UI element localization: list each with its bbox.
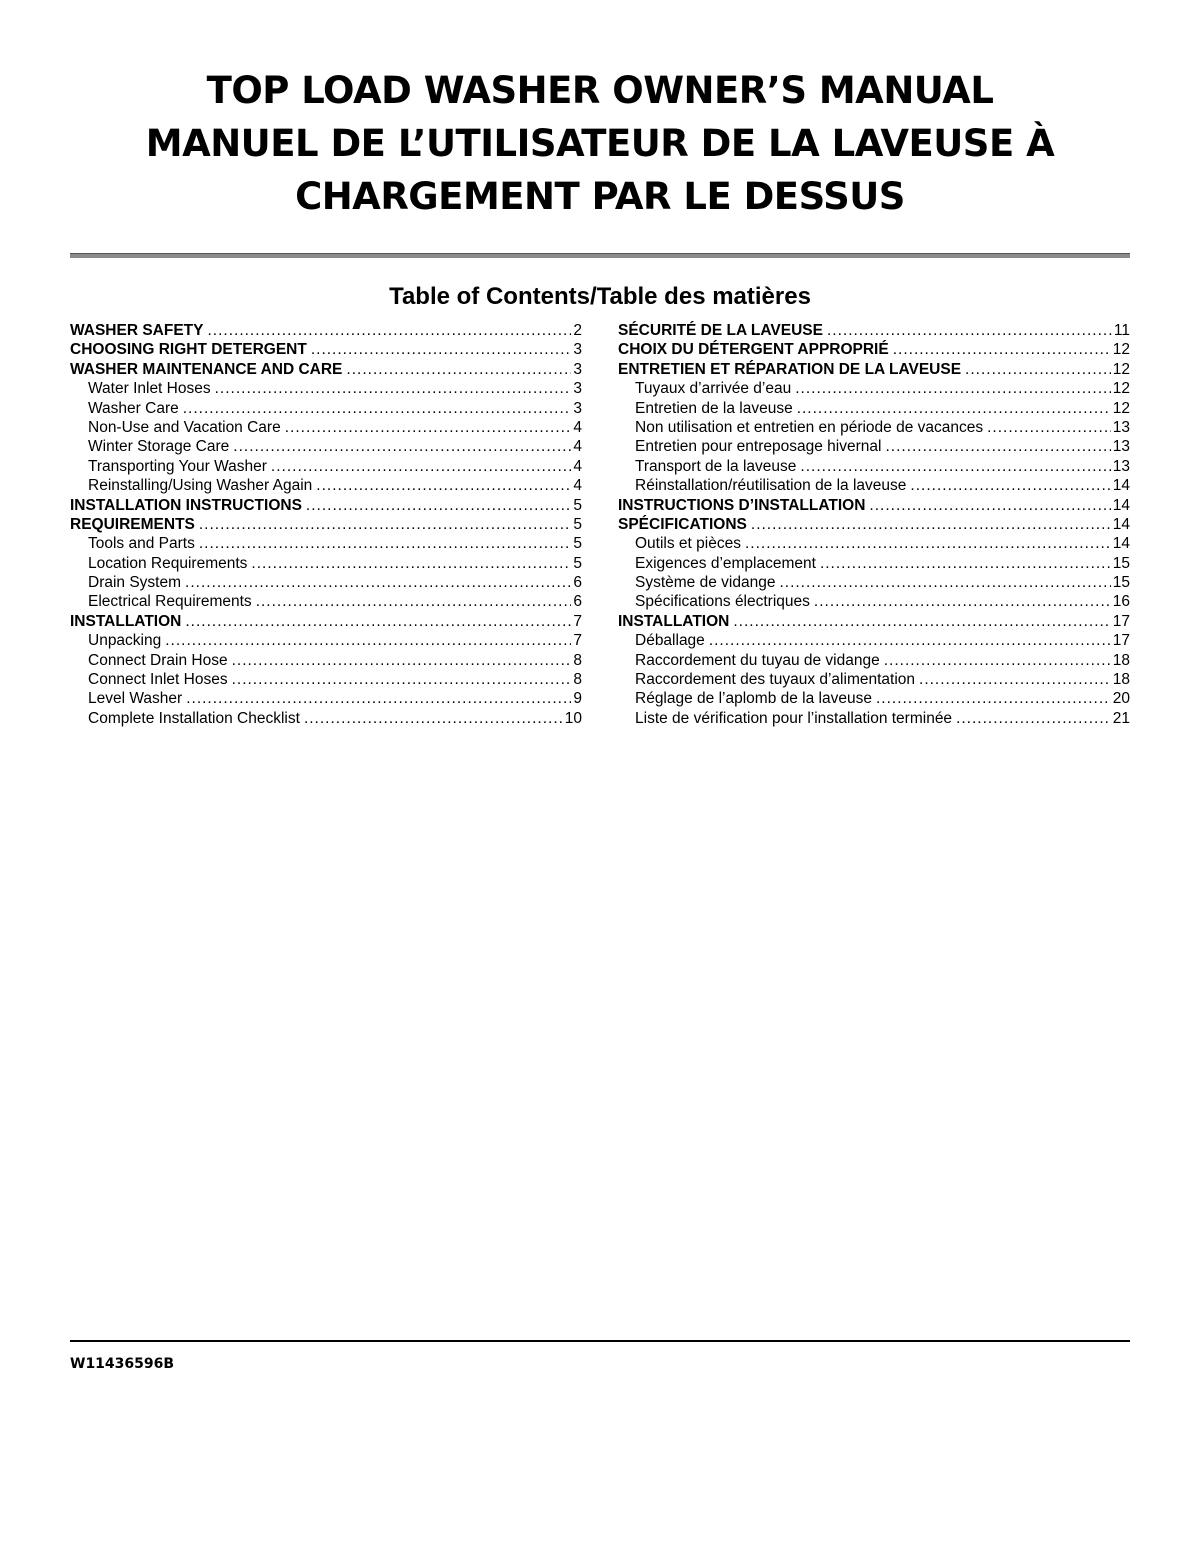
toc-entry-label: Connect Drain Hose xyxy=(88,651,228,669)
toc-entry-label: Location Requirements xyxy=(88,554,248,572)
toc-entry-page: 17 xyxy=(1112,612,1130,630)
toc-heading: Table of Contents/Table des matières xyxy=(389,283,811,310)
toc-entry-page: 7 xyxy=(573,612,582,630)
toc-entry-page: 18 xyxy=(1112,651,1130,669)
toc-entry-page: 15 xyxy=(1112,554,1130,572)
toc-entry xyxy=(70,592,582,611)
toc-entry-page: 21 xyxy=(1112,709,1130,727)
toc-entry-label: Non-Use and Vacation Care xyxy=(88,418,281,436)
toc-dot-leader xyxy=(232,670,572,689)
toc-dot-leader xyxy=(733,612,1110,631)
toc-entry-label: Unpacking xyxy=(88,632,162,650)
toc-dot-leader xyxy=(797,399,1111,418)
toc-entry-page: 3 xyxy=(573,380,582,398)
toc-entry xyxy=(70,515,582,534)
toc-entry-label: SÉCURITÉ DE LA LAVEUSE xyxy=(618,322,823,339)
toc-dot-leader xyxy=(183,399,572,418)
toc-entry xyxy=(618,476,1130,495)
toc-entry-label: Electrical Requirements xyxy=(88,593,252,611)
toc-dot-leader xyxy=(987,418,1111,437)
toc-entry xyxy=(618,379,1130,398)
toc-entry-label: Winter Storage Care xyxy=(88,438,230,456)
toc-entry-page: 13 xyxy=(1112,438,1130,456)
toc-entry-page: 13 xyxy=(1112,457,1130,475)
toc-entry xyxy=(70,457,582,476)
toc-entry xyxy=(70,379,582,398)
toc-entry-page: 4 xyxy=(573,418,582,436)
toc-dot-leader xyxy=(271,457,571,476)
toc-entry xyxy=(70,360,582,379)
toc-entry xyxy=(70,554,582,573)
toc-entry xyxy=(618,418,1130,437)
toc-dot-leader xyxy=(285,418,572,437)
toc-dot-leader xyxy=(256,592,572,611)
title-line-1: TOP LOAD WASHER OWNER’S MANUAL xyxy=(206,69,994,112)
toc-entry-page: 5 xyxy=(573,554,582,572)
toc-entry-label: Entretien pour entreposage hivernal xyxy=(635,438,882,456)
toc-entry-page: 14 xyxy=(1112,535,1130,553)
toc-dot-leader xyxy=(185,573,571,592)
toc-entry xyxy=(618,534,1130,553)
toc-entry xyxy=(70,534,582,553)
toc-dot-leader xyxy=(827,321,1112,340)
toc-entry-label: Transport de la laveuse xyxy=(635,457,797,475)
toc-entry xyxy=(618,631,1130,650)
toc-entry xyxy=(618,321,1130,340)
toc-entry-label: Réinstallation/réutilisation de la laveuse xyxy=(635,477,907,495)
toc-entry xyxy=(618,496,1130,515)
toc-entry xyxy=(618,670,1130,689)
toc-entry-label: INSTALLATION xyxy=(618,612,730,630)
toc-entry-page: 20 xyxy=(1112,690,1130,708)
toc-dot-leader xyxy=(751,515,1111,534)
toc-entry-label: Water Inlet Hoses xyxy=(88,380,211,398)
toc-entry-label: Connect Inlet Hoses xyxy=(88,671,228,689)
manual-title xyxy=(0,64,1200,223)
title-line-2: MANUEL DE L’UTILISATEUR DE LA LAVEUSE À xyxy=(145,122,1055,165)
toc-dot-leader xyxy=(233,437,571,456)
toc-dot-leader xyxy=(779,573,1110,592)
toc-entry-page: 4 xyxy=(573,438,582,456)
toc-entry-label: REQUIREMENTS xyxy=(70,515,195,533)
toc-entry-label: Level Washer xyxy=(88,690,183,708)
toc-entry xyxy=(70,612,582,631)
toc-entry-page: 13 xyxy=(1112,418,1130,436)
document-number: W11436596B xyxy=(70,1356,175,1372)
toc-entry-page: 8 xyxy=(573,651,582,669)
toc-column-french xyxy=(618,321,1130,728)
toc-entry-label: Système de vidange xyxy=(635,574,776,592)
toc-entry-page: 3 xyxy=(573,360,582,378)
toc-entry-label: Complete Installation Checklist xyxy=(88,709,300,727)
toc-entry-label: Raccordement du tuyau de vidange xyxy=(635,651,880,669)
toc-entry-page: 9 xyxy=(573,690,582,708)
toc-entry-page: 6 xyxy=(573,574,582,592)
toc-entry xyxy=(618,554,1130,573)
toc-entry-page: 17 xyxy=(1112,632,1130,650)
toc-entry xyxy=(618,437,1130,456)
toc-entry xyxy=(70,709,582,728)
toc-entry xyxy=(618,573,1130,592)
toc-dot-leader xyxy=(919,670,1111,689)
toc-entry-label: INSTALLATION xyxy=(70,612,182,630)
toc-dot-leader xyxy=(306,496,571,515)
toc-entry xyxy=(70,573,582,592)
toc-dot-leader xyxy=(893,340,1111,359)
toc-dot-leader xyxy=(814,592,1111,611)
toc-entry xyxy=(70,651,582,670)
toc-entry-page: 11 xyxy=(1113,322,1130,339)
toc-dot-leader xyxy=(745,534,1111,553)
toc-entry xyxy=(618,360,1130,379)
toc-dot-leader xyxy=(215,379,572,398)
toc-entry-label: Liste de vérification pour l’installation terminée xyxy=(635,709,953,727)
toc-dot-leader xyxy=(800,457,1110,476)
toc-dot-leader xyxy=(165,631,571,650)
toc-dot-leader xyxy=(876,689,1111,708)
toc-entry-page: 5 xyxy=(573,535,582,553)
toc-entry-page: 6 xyxy=(573,593,582,611)
toc-entry-label: ENTRETIEN ET RÉPARATION DE LA LAVEUSE xyxy=(618,360,962,378)
toc-entry-page: 18 xyxy=(1112,671,1130,689)
toc-entry-page: 14 xyxy=(1112,515,1130,533)
toc-entry-page: 4 xyxy=(573,457,582,475)
toc-entry xyxy=(70,437,582,456)
toc-entry-page: 12 xyxy=(1112,360,1130,378)
toc-entry xyxy=(618,457,1130,476)
toc-dot-leader xyxy=(884,651,1111,670)
toc-dot-leader xyxy=(709,631,1111,650)
toc-entry xyxy=(70,631,582,650)
toc-entry xyxy=(70,418,582,437)
toc-entry-page: 8 xyxy=(573,671,582,689)
toc-entry xyxy=(70,321,582,340)
toc-entry xyxy=(618,399,1130,418)
toc-entry-label: INSTALLATION INSTRUCTIONS xyxy=(70,496,302,514)
toc-entry xyxy=(618,612,1130,631)
toc-entry-page: 3 xyxy=(573,399,582,417)
toc-entry-page: 16 xyxy=(1112,593,1130,611)
toc-dot-leader xyxy=(199,534,572,553)
toc-dot-leader xyxy=(316,476,571,495)
toc-entry-page: 10 xyxy=(564,709,582,727)
toc-entry-label: Exigences d’emplacement xyxy=(635,554,816,572)
toc-dot-leader xyxy=(232,651,572,670)
toc-entry-label: WASHER SAFETY xyxy=(70,322,204,339)
toc-entry-label: Outils et pièces xyxy=(635,535,741,553)
toc-entry-page: 2 xyxy=(573,322,582,339)
toc-entry-label: WASHER MAINTENANCE AND CARE xyxy=(70,360,343,378)
toc-entry-label: Raccordement des tuyaux d’alimentation xyxy=(635,671,916,689)
toc-entry-label: Spécifications électriques xyxy=(635,593,810,611)
toc-dot-leader xyxy=(199,515,572,534)
toc-dot-leader xyxy=(185,612,571,631)
toc-entry-label: Réglage de l’aplomb de la laveuse xyxy=(635,690,872,708)
toc-entry-page: 3 xyxy=(573,341,582,359)
toc-entry-label: Tuyaux d’arrivée d’eau xyxy=(635,380,792,398)
toc-dot-leader xyxy=(311,340,572,359)
toc-entry-label: Déballage xyxy=(635,632,705,650)
toc-entry-page: 4 xyxy=(573,477,582,495)
toc-dot-leader xyxy=(207,321,571,340)
title-line-3: CHARGEMENT PAR LE DESSUS xyxy=(295,175,905,218)
toc-entry-label: CHOOSING RIGHT DETERGENT xyxy=(70,341,307,359)
toc-dot-leader xyxy=(885,437,1110,456)
toc-dot-leader xyxy=(965,360,1111,379)
toc-entry xyxy=(618,709,1130,728)
toc-entry-label: Entretien de la laveuse xyxy=(635,399,793,417)
toc-entry-label: Washer Care xyxy=(88,399,179,417)
toc-entry-page: 12 xyxy=(1112,380,1130,398)
toc-dot-leader xyxy=(304,709,563,728)
toc-entry-label: SPÉCIFICATIONS xyxy=(618,515,747,533)
toc-entry xyxy=(70,340,582,359)
toc-entry xyxy=(70,670,582,689)
toc-entry xyxy=(70,399,582,418)
toc-entry-page: 7 xyxy=(573,632,582,650)
toc-dot-leader xyxy=(346,360,571,379)
toc-entry xyxy=(70,689,582,708)
toc-entry xyxy=(618,515,1130,534)
toc-entry-label: Tools and Parts xyxy=(88,535,195,553)
toc-dot-leader xyxy=(820,554,1111,573)
toc-entry-label: CHOIX DU DÉTERGENT APPROPRIÉ xyxy=(618,341,889,359)
toc-entry-page: 14 xyxy=(1112,496,1130,514)
toc-entry-page: 12 xyxy=(1112,399,1130,417)
toc-entry-label: Transporting Your Washer xyxy=(88,457,267,475)
toc-entry xyxy=(70,496,582,515)
toc-entry xyxy=(618,651,1130,670)
toc-entry-page: 5 xyxy=(573,496,582,514)
toc-entry-page: 5 xyxy=(573,515,582,533)
toc-dot-leader xyxy=(956,709,1111,728)
toc-entry-label: INSTRUCTIONS D’INSTALLATION xyxy=(618,496,866,514)
toc-dot-leader xyxy=(186,689,571,708)
toc-entry xyxy=(618,689,1130,708)
toc-entry-page: 15 xyxy=(1112,574,1130,592)
toc-dot-leader xyxy=(910,476,1110,495)
footer-divider xyxy=(70,1340,1130,1342)
toc-entry xyxy=(70,476,582,495)
title-divider xyxy=(70,253,1130,258)
toc-column-english xyxy=(70,321,582,728)
toc-entry xyxy=(618,340,1130,359)
toc-entry-label: Reinstalling/Using Washer Again xyxy=(88,477,313,495)
toc-dot-leader xyxy=(251,554,571,573)
toc-entry-label: Non utilisation et entretien en période de vacances xyxy=(635,418,984,436)
toc-entry-page: 14 xyxy=(1112,477,1130,495)
toc-dot-leader xyxy=(869,496,1110,515)
toc-dot-leader xyxy=(795,379,1111,398)
toc-entry-page: 12 xyxy=(1112,341,1130,359)
toc-entry xyxy=(618,592,1130,611)
toc-entry-label: Drain System xyxy=(88,574,182,592)
